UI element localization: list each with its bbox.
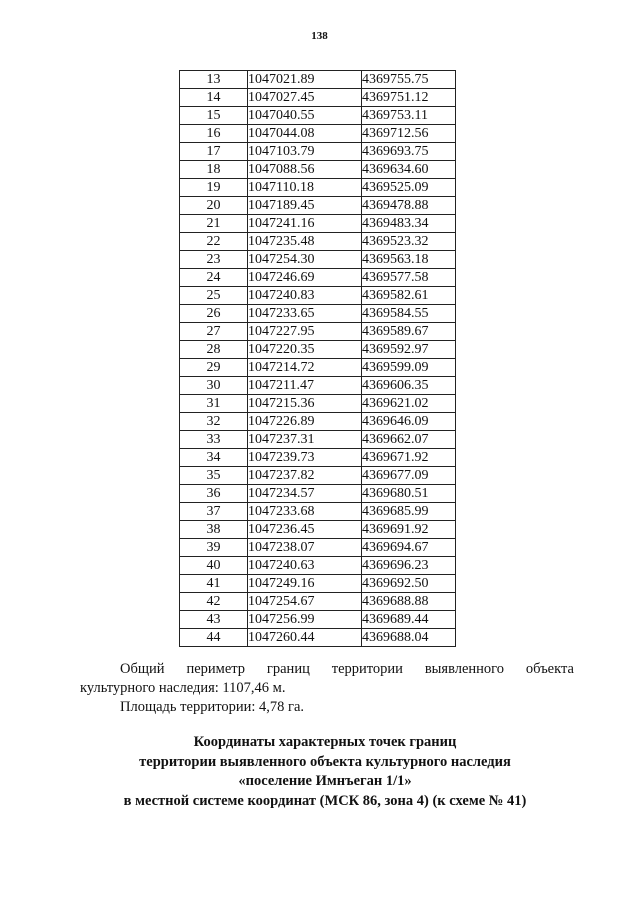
x-coordinate-cell: 1047256.99 bbox=[248, 611, 362, 629]
table-row bbox=[180, 557, 456, 575]
point-number-cell: 29 bbox=[180, 359, 248, 377]
y-coordinate-cell: 4369689.44 bbox=[362, 611, 456, 629]
table-row bbox=[180, 161, 456, 179]
point-number-cell: 38 bbox=[180, 521, 248, 539]
heading-line: территории выявленного объекта культурного наследия bbox=[139, 753, 511, 770]
point-number-cell: 36 bbox=[180, 485, 248, 503]
table-row bbox=[180, 341, 456, 359]
table-row bbox=[180, 593, 456, 611]
x-coordinate-cell: 1047233.68 bbox=[248, 503, 362, 521]
x-coordinate-cell: 1047240.83 bbox=[248, 287, 362, 305]
table-row bbox=[180, 71, 456, 89]
perimeter-word: выявленного bbox=[424, 661, 505, 677]
x-coordinate-cell: 1047110.18 bbox=[248, 179, 362, 197]
point-number-cell: 34 bbox=[180, 449, 248, 467]
y-coordinate-cell: 4369577.58 bbox=[362, 269, 456, 287]
x-coordinate-cell: 1047226.89 bbox=[248, 413, 362, 431]
x-coordinate-cell: 1047235.48 bbox=[248, 233, 362, 251]
table-row bbox=[180, 521, 456, 539]
point-number-cell: 39 bbox=[180, 539, 248, 557]
y-coordinate-cell: 4369693.75 bbox=[362, 143, 456, 161]
section-heading bbox=[60, 733, 590, 811]
y-coordinate-cell: 4369751.12 bbox=[362, 89, 456, 107]
table-row bbox=[180, 197, 456, 215]
table-row bbox=[180, 431, 456, 449]
table-row bbox=[180, 89, 456, 107]
y-coordinate-cell: 4369677.09 bbox=[362, 467, 456, 485]
area-paragraph: Площадь территории: 4,78 га. bbox=[120, 699, 305, 715]
y-coordinate-cell: 4369692.50 bbox=[362, 575, 456, 593]
point-number-cell: 15 bbox=[180, 107, 248, 125]
heading-line: «поселение Имнъеган 1/1» bbox=[238, 773, 412, 789]
table-row bbox=[180, 629, 456, 647]
point-number-cell: 33 bbox=[180, 431, 248, 449]
perimeter-line-2: культурного наследия: 1107,46 м. bbox=[80, 680, 286, 696]
x-coordinate-cell: 1047211.47 bbox=[248, 377, 362, 395]
point-number-cell: 19 bbox=[180, 179, 248, 197]
y-coordinate-cell: 4369688.04 bbox=[362, 629, 456, 647]
y-coordinate-cell: 4369606.35 bbox=[362, 377, 456, 395]
table-row bbox=[180, 323, 456, 341]
table-row bbox=[180, 125, 456, 143]
y-coordinate-cell: 4369478.88 bbox=[362, 197, 456, 215]
y-coordinate-cell: 4369525.09 bbox=[362, 179, 456, 197]
y-coordinate-cell: 4369584.55 bbox=[362, 305, 456, 323]
x-coordinate-cell: 1047044.08 bbox=[248, 125, 362, 143]
x-coordinate-cell: 1047220.35 bbox=[248, 341, 362, 359]
point-number-cell: 18 bbox=[180, 161, 248, 179]
table-row bbox=[180, 575, 456, 593]
x-coordinate-cell: 1047040.55 bbox=[248, 107, 362, 125]
coordinates-table-body bbox=[180, 71, 456, 647]
perimeter-word: границ bbox=[266, 661, 310, 677]
y-coordinate-cell: 4369712.56 bbox=[362, 125, 456, 143]
table-row bbox=[180, 143, 456, 161]
perimeter-line-1 bbox=[80, 660, 574, 679]
y-coordinate-cell: 4369753.11 bbox=[362, 107, 456, 125]
x-coordinate-cell: 1047227.95 bbox=[248, 323, 362, 341]
perimeter-word: территории bbox=[331, 661, 403, 677]
table-row bbox=[180, 449, 456, 467]
coordinates-table bbox=[179, 70, 456, 647]
y-coordinate-cell: 4369582.61 bbox=[362, 287, 456, 305]
point-number-cell: 20 bbox=[180, 197, 248, 215]
table-row bbox=[180, 359, 456, 377]
x-coordinate-cell: 1047240.63 bbox=[248, 557, 362, 575]
y-coordinate-cell: 4369755.75 bbox=[362, 71, 456, 89]
y-coordinate-cell: 4369599.09 bbox=[362, 359, 456, 377]
x-coordinate-cell: 1047234.57 bbox=[248, 485, 362, 503]
x-coordinate-cell: 1047021.89 bbox=[248, 71, 362, 89]
x-coordinate-cell: 1047189.45 bbox=[248, 197, 362, 215]
x-coordinate-cell: 1047214.72 bbox=[248, 359, 362, 377]
point-number-cell: 22 bbox=[180, 233, 248, 251]
y-coordinate-cell: 4369662.07 bbox=[362, 431, 456, 449]
y-coordinate-cell: 4369589.67 bbox=[362, 323, 456, 341]
y-coordinate-cell: 4369685.99 bbox=[362, 503, 456, 521]
point-number-cell: 24 bbox=[180, 269, 248, 287]
point-number-cell: 26 bbox=[180, 305, 248, 323]
table-row bbox=[180, 395, 456, 413]
heading-line: в местной системе координат (МСК 86, зона 4) (к схеме № 41) bbox=[123, 792, 527, 809]
x-coordinate-cell: 1047103.79 bbox=[248, 143, 362, 161]
y-coordinate-cell: 4369634.60 bbox=[362, 161, 456, 179]
point-number-cell: 35 bbox=[180, 467, 248, 485]
x-coordinate-cell: 1047088.56 bbox=[248, 161, 362, 179]
point-number-cell: 21 bbox=[180, 215, 248, 233]
table-row bbox=[180, 305, 456, 323]
point-number-cell: 17 bbox=[180, 143, 248, 161]
x-coordinate-cell: 1047241.16 bbox=[248, 215, 362, 233]
y-coordinate-cell: 4369680.51 bbox=[362, 485, 456, 503]
x-coordinate-cell: 1047237.82 bbox=[248, 467, 362, 485]
table-row bbox=[180, 503, 456, 521]
x-coordinate-cell: 1047239.73 bbox=[248, 449, 362, 467]
y-coordinate-cell: 4369621.02 bbox=[362, 395, 456, 413]
perimeter-paragraph bbox=[80, 660, 574, 698]
x-coordinate-cell: 1047249.16 bbox=[248, 575, 362, 593]
point-number-cell: 32 bbox=[180, 413, 248, 431]
x-coordinate-cell: 1047027.45 bbox=[248, 89, 362, 107]
y-coordinate-cell: 4369688.88 bbox=[362, 593, 456, 611]
y-coordinate-cell: 4369696.23 bbox=[362, 557, 456, 575]
perimeter-word: объекта bbox=[525, 661, 574, 677]
y-coordinate-cell: 4369592.97 bbox=[362, 341, 456, 359]
table-row bbox=[180, 269, 456, 287]
perimeter-word: периметр bbox=[186, 661, 246, 677]
x-coordinate-cell: 1047254.67 bbox=[248, 593, 362, 611]
table-row bbox=[180, 233, 456, 251]
table-row bbox=[180, 413, 456, 431]
point-number-cell: 40 bbox=[180, 557, 248, 575]
point-number-cell: 42 bbox=[180, 593, 248, 611]
table-row bbox=[180, 467, 456, 485]
table-row bbox=[180, 107, 456, 125]
x-coordinate-cell: 1047254.30 bbox=[248, 251, 362, 269]
point-number-cell: 31 bbox=[180, 395, 248, 413]
table-row bbox=[180, 251, 456, 269]
table-row bbox=[180, 287, 456, 305]
point-number-cell: 37 bbox=[180, 503, 248, 521]
table-row bbox=[180, 179, 456, 197]
page-number: 138 bbox=[311, 30, 328, 42]
point-number-cell: 25 bbox=[180, 287, 248, 305]
y-coordinate-cell: 4369671.92 bbox=[362, 449, 456, 467]
x-coordinate-cell: 1047233.65 bbox=[248, 305, 362, 323]
point-number-cell: 16 bbox=[180, 125, 248, 143]
x-coordinate-cell: 1047246.69 bbox=[248, 269, 362, 287]
table-row bbox=[180, 215, 456, 233]
x-coordinate-cell: 1047260.44 bbox=[248, 629, 362, 647]
x-coordinate-cell: 1047238.07 bbox=[248, 539, 362, 557]
point-number-cell: 14 bbox=[180, 89, 248, 107]
x-coordinate-cell: 1047236.45 bbox=[248, 521, 362, 539]
y-coordinate-cell: 4369483.34 bbox=[362, 215, 456, 233]
table-row bbox=[180, 377, 456, 395]
y-coordinate-cell: 4369691.92 bbox=[362, 521, 456, 539]
x-coordinate-cell: 1047237.31 bbox=[248, 431, 362, 449]
point-number-cell: 30 bbox=[180, 377, 248, 395]
y-coordinate-cell: 4369646.09 bbox=[362, 413, 456, 431]
y-coordinate-cell: 4369563.18 bbox=[362, 251, 456, 269]
y-coordinate-cell: 4369694.67 bbox=[362, 539, 456, 557]
x-coordinate-cell: 1047215.36 bbox=[248, 395, 362, 413]
point-number-cell: 28 bbox=[180, 341, 248, 359]
point-number-cell: 41 bbox=[180, 575, 248, 593]
point-number-cell: 13 bbox=[180, 71, 248, 89]
table-row bbox=[180, 611, 456, 629]
point-number-cell: 44 bbox=[180, 629, 248, 647]
heading-line: Координаты характерных точек границ bbox=[193, 734, 457, 750]
point-number-cell: 43 bbox=[180, 611, 248, 629]
table-row bbox=[180, 485, 456, 503]
perimeter-word: Общий bbox=[120, 661, 165, 677]
point-number-cell: 23 bbox=[180, 251, 248, 269]
table-row bbox=[180, 539, 456, 557]
y-coordinate-cell: 4369523.32 bbox=[362, 233, 456, 251]
point-number-cell: 27 bbox=[180, 323, 248, 341]
